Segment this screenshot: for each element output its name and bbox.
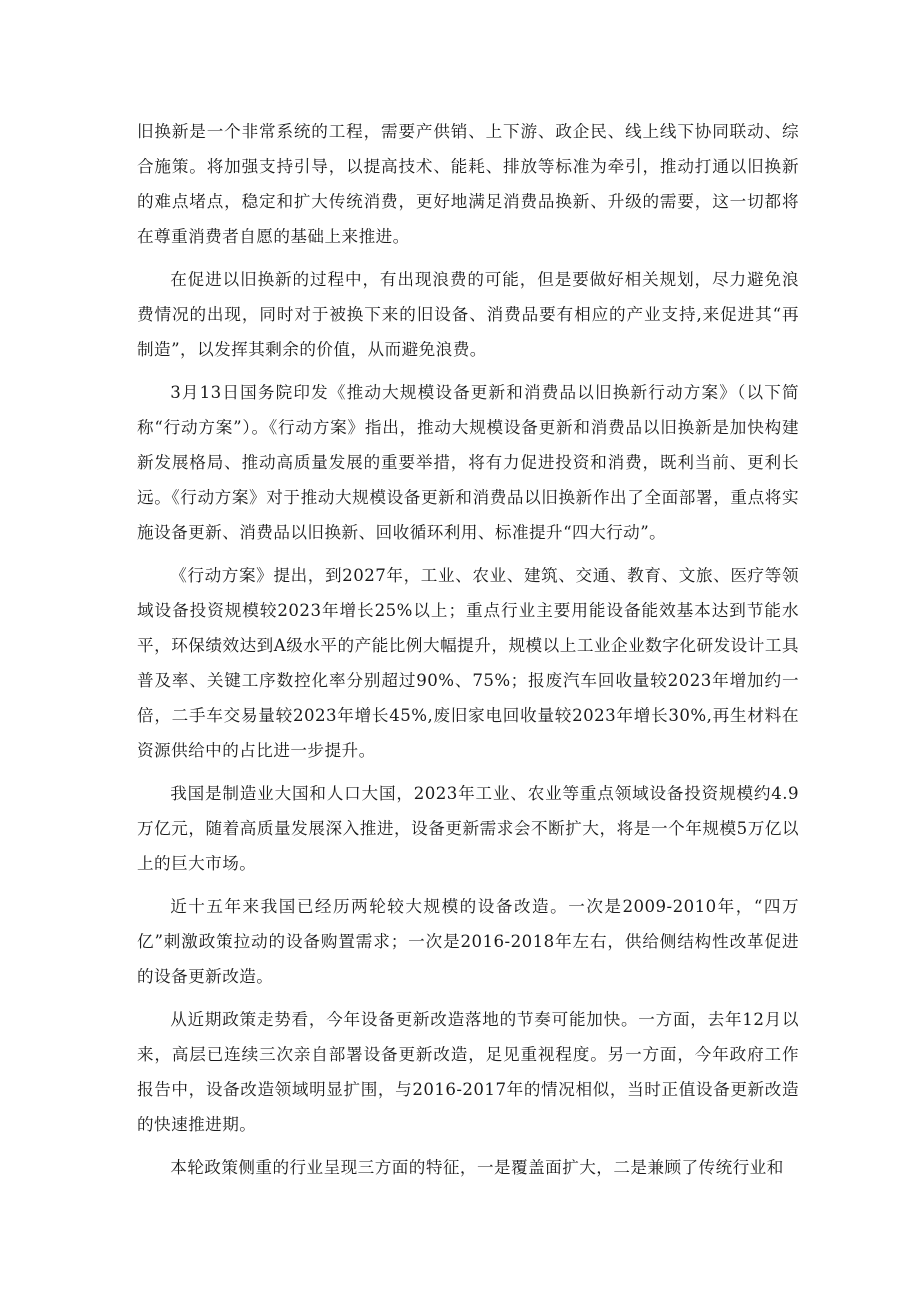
paragraph: 近十五年来我国已经历两轮较大规模的设备改造。一次是2009-2010年，“四万亿”刺激政策拉动的设备购置需求；一次是2016-2018年左右，供给侧结构性改革促进的设备更新改造。 (137, 897, 799, 986)
document-body (137, 114, 799, 1185)
paragraph: 在促进以旧换新的过程中，有出现浪费的可能，但是要做好相关规划，尽力避免浪费情况的出现，同时对于被换下来的旧设备、消费品要有相应的产业支持,来促进其“再制造”，以发挥其剩余的价值，从而避免浪费。 (137, 270, 799, 359)
paragraph: 我国是制造业大国和人口大国，2023年工业、农业等重点领域设备投资规模约4.9万亿元，随着高质量发展深入推进，设备更新需求会不断扩大，将是一个年规模5万亿以上的巨大市场。 (137, 784, 799, 873)
paragraph: 《行动方案》提出，到2027年，工业、农业、建筑、交通、教育、文旅、医疗等领域设备投资规模较2023年增长25%以上；重点行业主要用能设备能效基本达到节能水平，环保绩效达到A级水平的产能比例大幅提升，规模以上工业企业数字化研发设计工具普及率、关键工序数控化率分别超过90%、75%；报废汽车回收量较2023年增加约一倍，二手车交易量较2023年增长45%,废旧家电回收量较2023年增长30%,再生材料在资源供给中的占比进一步提升。 (137, 566, 799, 760)
paragraph: 3月13日国务院印发《推动大规模设备更新和消费品以旧换新行动方案》（以下简称“行动方案”）。《行动方案》指出，推动大规模设备更新和消费品以旧换新是加快构建新发展格局、推动高质量发展的重要举措，将有力促进投资和消费，既利当前、更利长远。《行动方案》对于推动大规模设备更新和消费品以旧换新作出了全面部署，重点将实施设备更新、消费品以旧换新、回收循环利用、标准提升“四大行动”。 (137, 383, 799, 542)
paragraph: 旧换新是一个非常系统的工程，需要产供销、上下游、政企民、线上线下协同联动、综合施策。将加强支持引导，以提高技术、能耗、排放等标准为牵引，推动打通以旧换新的难点堵点，稳定和扩大传统消费，更好地满足消费品换新、升级的需要，这一切都将在尊重消费者自愿的基础上来推进。 (137, 122, 799, 246)
paragraph: 本轮政策侧重的行业呈现三方面的特征，一是覆盖面扩大，二是兼顾了传统行业和 (170, 1158, 784, 1177)
paragraph: 从近期政策走势看，今年设备更新改造落地的节奏可能加快。一方面，去年12月以来，高层已连续三次亲自部署设备更新改造，足见重视程度。另一方面，今年政府工作报告中，设备改造领域明显扩围，与2016-2017年的情况相似，当时正值设备更新改造的快速推进期。 (137, 1010, 799, 1134)
